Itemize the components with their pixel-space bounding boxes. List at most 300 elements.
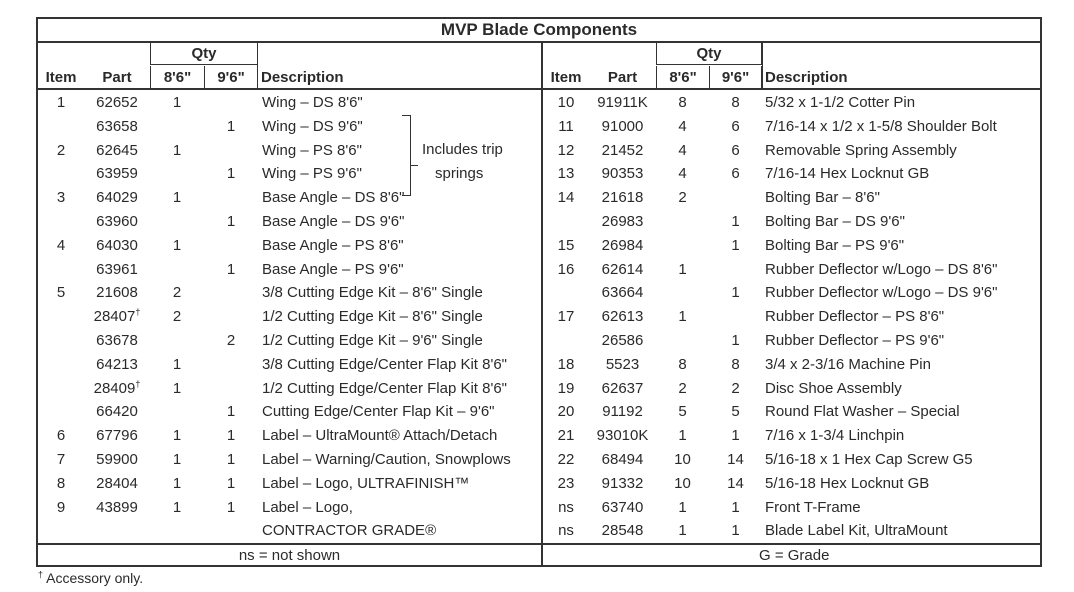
qty-86-cell-text: 4 [678, 117, 687, 135]
part-number-cell [84, 234, 150, 258]
part-number-cell [84, 496, 150, 520]
description-cell [765, 329, 1044, 353]
qty-86-cell-text: 2 [172, 284, 182, 302]
qty-86-cell-text: 1 [172, 450, 182, 468]
item-cell-text: ns [558, 498, 574, 516]
description-cell [262, 400, 541, 424]
part-number-cell [589, 210, 656, 234]
description-cell-text: 1/2 Cutting Edge/Center Flap Kit 8'6" [262, 379, 507, 397]
description-cell-text: Wing – PS 9'6" [262, 165, 362, 183]
qty-header: Qty [150, 43, 258, 65]
description-cell-text: Base Angle – PS 9'6" [262, 260, 404, 278]
part-number-cell [589, 472, 656, 496]
table-row [543, 305, 1042, 329]
part-number-cell [589, 519, 656, 543]
table-row [543, 258, 1042, 282]
qty-86-cell [656, 258, 709, 282]
table-row [543, 210, 1042, 234]
part-number-cell-text: 28404 [96, 474, 138, 492]
qty-96-cell [709, 115, 762, 139]
qty-96-cell [709, 424, 762, 448]
description-cell [765, 496, 1044, 520]
item-cell [543, 519, 589, 543]
item-cell [543, 234, 589, 258]
part-number-cell-text: 66420 [96, 403, 138, 421]
description-cell [262, 210, 541, 234]
part-number-cell [84, 377, 150, 401]
qty-86-header: 8'6" [656, 66, 709, 88]
qty-96-cell [204, 162, 258, 186]
table-row [543, 281, 1042, 305]
table-row [543, 115, 1042, 139]
item-cell-text: ns [558, 522, 574, 540]
part-number-cell [84, 329, 150, 353]
part-number-cell [589, 91, 656, 115]
table-row [543, 139, 1042, 163]
qty-86-cell [656, 472, 709, 496]
part-header: Part [102, 69, 132, 86]
right-rows [543, 91, 1042, 543]
description-cell-text: 5/16-18 x 1 Hex Cap Screw G5 [765, 450, 973, 468]
qty-header: Qty [656, 43, 762, 65]
description-cell [765, 377, 1044, 401]
description-header: Description [765, 69, 848, 86]
description-cell [262, 353, 541, 377]
components-table [36, 17, 1042, 567]
description-cell-text: Blade Label Kit, UltraMount [765, 522, 948, 540]
description-cell [765, 210, 1044, 234]
description-cell-text: Rubber Deflector – PS 8'6" [765, 308, 945, 326]
qty-96-cell [204, 258, 258, 282]
qty-96-cell-text: 1 [226, 450, 236, 468]
qty-96-cell [709, 281, 762, 305]
item-cell-text: 6 [56, 427, 66, 445]
item-cell [543, 91, 589, 115]
qty-96-cell [204, 210, 258, 234]
item-cell-text: 8 [56, 474, 66, 492]
accessory-note-text: Accessory only. [43, 570, 144, 586]
part-number-cell [589, 400, 656, 424]
item-cell [543, 115, 589, 139]
qty-96-cell-text: 8 [731, 355, 740, 373]
table-row [543, 377, 1042, 401]
description-cell-text: Wing – PS 8'6" [262, 141, 362, 159]
description-cell-text: 3/4 x 2-3/16 Machine Pin [765, 355, 931, 373]
qty-96-cell [204, 424, 258, 448]
qty-96-cell [709, 139, 762, 163]
qty-86-cell [656, 139, 709, 163]
part-number-cell-text: 64030 [96, 236, 138, 254]
description-cell-text: Round Flat Washer – Special [765, 403, 960, 421]
qty-86-cell-text: 1 [172, 94, 182, 111]
table-row [38, 210, 541, 234]
table-row [543, 424, 1042, 448]
table-row [38, 234, 541, 258]
footer-note-ns: ns = not shown [238, 547, 341, 564]
description-cell-text: Cutting Edge/Center Flap Kit – 9'6" [262, 403, 495, 421]
qty-86-cell [656, 115, 709, 139]
qty-96-cell-text: 1 [226, 212, 236, 230]
qty-86-header: 8'6" [150, 66, 204, 88]
qty-96-cell [204, 115, 258, 139]
qty-86-cell [656, 305, 709, 329]
table-row [38, 472, 541, 496]
part-number-cell-text: 63678 [96, 331, 138, 349]
qty-96-cell-text: 1 [226, 498, 236, 516]
part-header: Part [607, 69, 638, 86]
part-number-cell [84, 472, 150, 496]
bracket-line [402, 115, 411, 196]
description-cell-text: 1/2 Cutting Edge Kit – 8'6" Single [262, 308, 483, 326]
qty-86-cell-text: 10 [674, 474, 691, 492]
item-cell-text: 15 [557, 236, 575, 254]
part-number-cell [84, 448, 150, 472]
item-cell [543, 305, 589, 329]
qty-86-cell [656, 377, 709, 401]
qty-86-cell [150, 496, 204, 520]
qty-86-cell [150, 305, 204, 329]
description-cell-text: 7/16-14 Hex Locknut GB [765, 165, 930, 183]
qty-86-cell [656, 496, 709, 520]
bracket-note-line1: Includes trip [422, 141, 503, 158]
description-cell [765, 234, 1044, 258]
table-row [543, 496, 1042, 520]
qty-86-cell-text: 1 [172, 189, 182, 207]
part-number-cell [589, 353, 656, 377]
part-number-cell [589, 258, 656, 282]
qty-96-cell [709, 353, 762, 377]
description-cell-text: 3/8 Cutting Edge/Center Flap Kit 8'6" [262, 355, 507, 373]
qty-96-cell [709, 472, 762, 496]
qty-86-cell [656, 186, 709, 210]
qty-96-cell-text: 5 [731, 403, 740, 421]
qty-86-cell-text: 1 [678, 427, 687, 445]
part-number-cell [84, 91, 150, 115]
qty-96-cell-text: 6 [731, 141, 740, 159]
item-cell [38, 496, 84, 520]
qty-86-cell [656, 353, 709, 377]
description-cell-text: Bolting Bar – DS 9'6" [765, 212, 905, 230]
part-number-cell [84, 353, 150, 377]
part-number-cell-text: 21608 [96, 284, 138, 302]
description-cell [765, 162, 1044, 186]
left-header [38, 43, 541, 90]
table-row [38, 329, 541, 353]
part-number-cell-text: 64213 [96, 355, 138, 373]
part-number-cell [589, 234, 656, 258]
part-number-cell-text: 62613 [601, 308, 644, 326]
part-number-cell [589, 305, 656, 329]
item-cell [38, 448, 84, 472]
table-row [38, 91, 541, 115]
part-number-cell [84, 281, 150, 305]
table-row [543, 400, 1042, 424]
part-number-cell-text: 62652 [96, 94, 138, 111]
part-number-cell-text: 21452 [601, 141, 644, 159]
table-row [38, 353, 541, 377]
table-row [38, 400, 541, 424]
item-cell-text: 22 [557, 450, 575, 468]
table-row [543, 91, 1042, 115]
part-number-cell [84, 400, 150, 424]
qty-96-cell [204, 448, 258, 472]
part-number-cell-text: 26586 [601, 331, 644, 349]
table-row [543, 519, 1042, 543]
qty-86-cell [656, 162, 709, 186]
qty-86-cell [150, 377, 204, 401]
part-number-cell-text: 63961 [96, 260, 138, 278]
description-cell [262, 377, 541, 401]
item-cell-text: 23 [557, 474, 575, 492]
qty-96-cell-text: 1 [731, 498, 740, 516]
qty-86-cell-text: 2 [678, 379, 687, 397]
description-cell [262, 234, 541, 258]
qty-96-cell [709, 210, 762, 234]
description-cell-text: 5/32 x 1-1/2 Cotter Pin [765, 94, 916, 111]
dagger-mark: † [38, 569, 44, 580]
item-cell [543, 353, 589, 377]
qty-96-cell-text: 1 [731, 212, 740, 230]
item-cell [543, 162, 589, 186]
item-cell [38, 91, 84, 115]
description-cell-text: Wing – DS 9'6" [262, 117, 363, 135]
item-cell [38, 472, 84, 496]
qty-96-cell-text: 1 [226, 427, 236, 445]
description-cell [765, 448, 1044, 472]
description-cell-text: Label – UltraMount® Attach/Detach [262, 427, 498, 445]
item-cell [543, 448, 589, 472]
footer-note-grade: G = Grade [759, 547, 830, 564]
part-number-cell-text: 91911K [597, 94, 648, 111]
part-number-cell [589, 281, 656, 305]
table-row [38, 377, 541, 401]
part-number-cell-text: 63960 [96, 212, 138, 230]
table-row [543, 162, 1042, 186]
description-cell-text: Bolting Bar – 8'6" [765, 189, 880, 207]
description-cell-text: Rubber Deflector – PS 9'6" [765, 331, 945, 349]
item-cell-text: 4 [56, 236, 66, 254]
qty-86-cell [150, 472, 204, 496]
table-row [543, 448, 1042, 472]
part-number-cell-text: 28409 [93, 379, 136, 397]
qty-96-cell-text: 8 [731, 94, 740, 111]
qty-86-cell [656, 400, 709, 424]
item-cell-text: 21 [557, 427, 575, 445]
table-row [38, 115, 541, 139]
part-number-cell-text: 67796 [96, 427, 138, 445]
part-number-cell [589, 496, 656, 520]
part-number-cell-text: 90353 [601, 165, 644, 183]
right-header [543, 43, 1042, 90]
part-number-cell-text: 91332 [601, 474, 644, 492]
header-divider [762, 43, 763, 90]
qty-86-cell-text: 1 [678, 260, 687, 278]
description-cell [765, 115, 1044, 139]
item-header: Item [45, 69, 77, 86]
part-number-cell-text: 62614 [601, 260, 644, 278]
description-cell [765, 186, 1044, 210]
item-cell [38, 424, 84, 448]
qty-86-cell-text: 1 [172, 498, 182, 516]
qty-86-cell-text: 1 [172, 236, 182, 254]
qty-96-header: 9'6" [204, 66, 258, 88]
part-number-cell-text: 64029 [96, 189, 138, 207]
part-number-cell [84, 186, 150, 210]
part-number-cell-text: 28407 [93, 308, 136, 326]
item-cell-text: 12 [557, 141, 575, 159]
qty-96-cell-text: 1 [226, 474, 236, 492]
qty-86-cell [150, 186, 204, 210]
part-number-cell-text: 63740 [601, 498, 644, 516]
part-number-cell [589, 186, 656, 210]
qty-96-cell-text: 1 [731, 284, 740, 302]
description-cell-text: 3/8 Cutting Edge Kit – 8'6" Single [262, 284, 483, 302]
description-cell [262, 91, 541, 115]
description-cell-text: Base Angle – DS 9'6" [262, 212, 405, 230]
item-cell [543, 139, 589, 163]
qty-96-cell [709, 234, 762, 258]
item-cell [543, 400, 589, 424]
qty-86-cell [150, 234, 204, 258]
item-cell-text: 11 [558, 117, 574, 135]
item-cell [543, 186, 589, 210]
part-number-cell-text: 91000 [601, 117, 644, 135]
part-number-cell [84, 139, 150, 163]
bracket-tick [411, 165, 418, 166]
description-cell [262, 305, 541, 329]
description-cell-text: CONTRACTOR GRADE® [262, 522, 437, 540]
part-number-cell-text: 63959 [96, 165, 138, 183]
qty-96-header: 9'6" [709, 66, 762, 88]
right-table-half [541, 43, 1042, 567]
item-cell [543, 496, 589, 520]
qty-86-cell [656, 448, 709, 472]
description-cell [765, 424, 1044, 448]
item-cell-text: 5 [56, 284, 66, 302]
qty-86-cell [656, 91, 709, 115]
bracket-note [422, 138, 503, 186]
item-header: Item [550, 69, 582, 86]
item-cell [543, 424, 589, 448]
description-cell-text: 1/2 Cutting Edge Kit – 9'6" Single [262, 331, 483, 349]
part-number-cell-text: 28548 [601, 522, 644, 540]
part-number-cell-text: 62645 [96, 141, 138, 159]
bracket-note-line2: springs [435, 164, 484, 182]
part-number-cell-text: 43899 [96, 498, 138, 516]
table-footer [38, 543, 1040, 567]
table-row [543, 353, 1042, 377]
qty-96-cell [709, 519, 762, 543]
part-number-cell [589, 162, 656, 186]
description-cell [262, 448, 541, 472]
table-row [38, 305, 541, 329]
qty-86-cell-text: 8 [678, 94, 687, 111]
description-cell-text: Base Angle – PS 8'6" [262, 236, 404, 254]
description-cell [262, 496, 541, 520]
qty-96-cell-text: 1 [731, 236, 740, 254]
qty-96-cell [709, 162, 762, 186]
qty-86-cell [150, 353, 204, 377]
part-number-cell-text: 21618 [601, 189, 644, 207]
qty-86-cell [150, 281, 204, 305]
qty-96-cell [204, 329, 258, 353]
item-cell [38, 186, 84, 210]
qty-96-cell-text: 6 [731, 165, 740, 183]
part-number-cell [84, 162, 150, 186]
qty-96-cell [709, 91, 762, 115]
item-cell [38, 234, 84, 258]
qty-96-cell [709, 377, 762, 401]
table-row [38, 258, 541, 282]
table-row [38, 496, 541, 520]
part-number-cell [84, 424, 150, 448]
dagger-mark: † [135, 307, 141, 318]
description-cell [262, 329, 541, 353]
item-cell [543, 377, 589, 401]
part-number-cell [84, 115, 150, 139]
description-cell [765, 400, 1044, 424]
qty-86-cell-text: 2 [678, 189, 687, 207]
qty-96-cell-text: 1 [731, 522, 740, 540]
description-cell [262, 519, 541, 543]
table-title: MVP Blade Components [38, 19, 1040, 43]
table-row [38, 519, 541, 543]
description-cell [765, 258, 1044, 282]
description-cell [262, 281, 541, 305]
item-cell [38, 139, 84, 163]
table-row [543, 472, 1042, 496]
item-cell-text: 9 [56, 498, 66, 516]
item-cell-text: 18 [557, 355, 575, 373]
description-cell [765, 139, 1044, 163]
description-cell [765, 281, 1044, 305]
part-number-cell-text: 59900 [96, 450, 138, 468]
description-cell [262, 424, 541, 448]
part-number-cell [84, 258, 150, 282]
part-number-cell [84, 210, 150, 234]
item-cell-text: 3 [56, 189, 66, 207]
description-cell [262, 258, 541, 282]
item-cell [543, 472, 589, 496]
description-cell-text: Label – Logo, [262, 498, 353, 516]
part-number-cell-text: 5523 [605, 355, 640, 373]
part-number-cell-text: 93010K [596, 427, 649, 445]
qty-96-cell [204, 472, 258, 496]
description-cell-text: Label – Warning/Caution, Snowplows [262, 450, 511, 468]
qty-86-cell-text: 1 [172, 427, 182, 445]
table-row [38, 448, 541, 472]
item-cell [38, 281, 84, 305]
part-number-cell-text: 91192 [602, 403, 643, 421]
item-cell-text: 19 [557, 379, 575, 397]
qty-96-cell [709, 496, 762, 520]
part-number-cell-text: 62637 [601, 379, 644, 397]
item-cell-text: 13 [557, 165, 575, 183]
table-row [543, 186, 1042, 210]
description-cell-text: 7/16-14 x 1/2 x 1-5/8 Shoulder Bolt [765, 117, 997, 135]
description-cell-text: Rubber Deflector w/Logo – DS 8'6" [765, 260, 998, 278]
part-number-cell [589, 139, 656, 163]
qty-96-cell-text: 1 [731, 427, 740, 445]
part-number-cell [589, 448, 656, 472]
description-cell-text: Removable Spring Assembly [765, 141, 957, 159]
qty-86-cell-text: 1 [172, 141, 182, 159]
description-cell [765, 91, 1044, 115]
qty-86-cell [150, 139, 204, 163]
description-cell-text: Label – Logo, ULTRAFINISH™ [262, 474, 470, 492]
qty-96-cell [204, 496, 258, 520]
qty-96-cell [709, 400, 762, 424]
